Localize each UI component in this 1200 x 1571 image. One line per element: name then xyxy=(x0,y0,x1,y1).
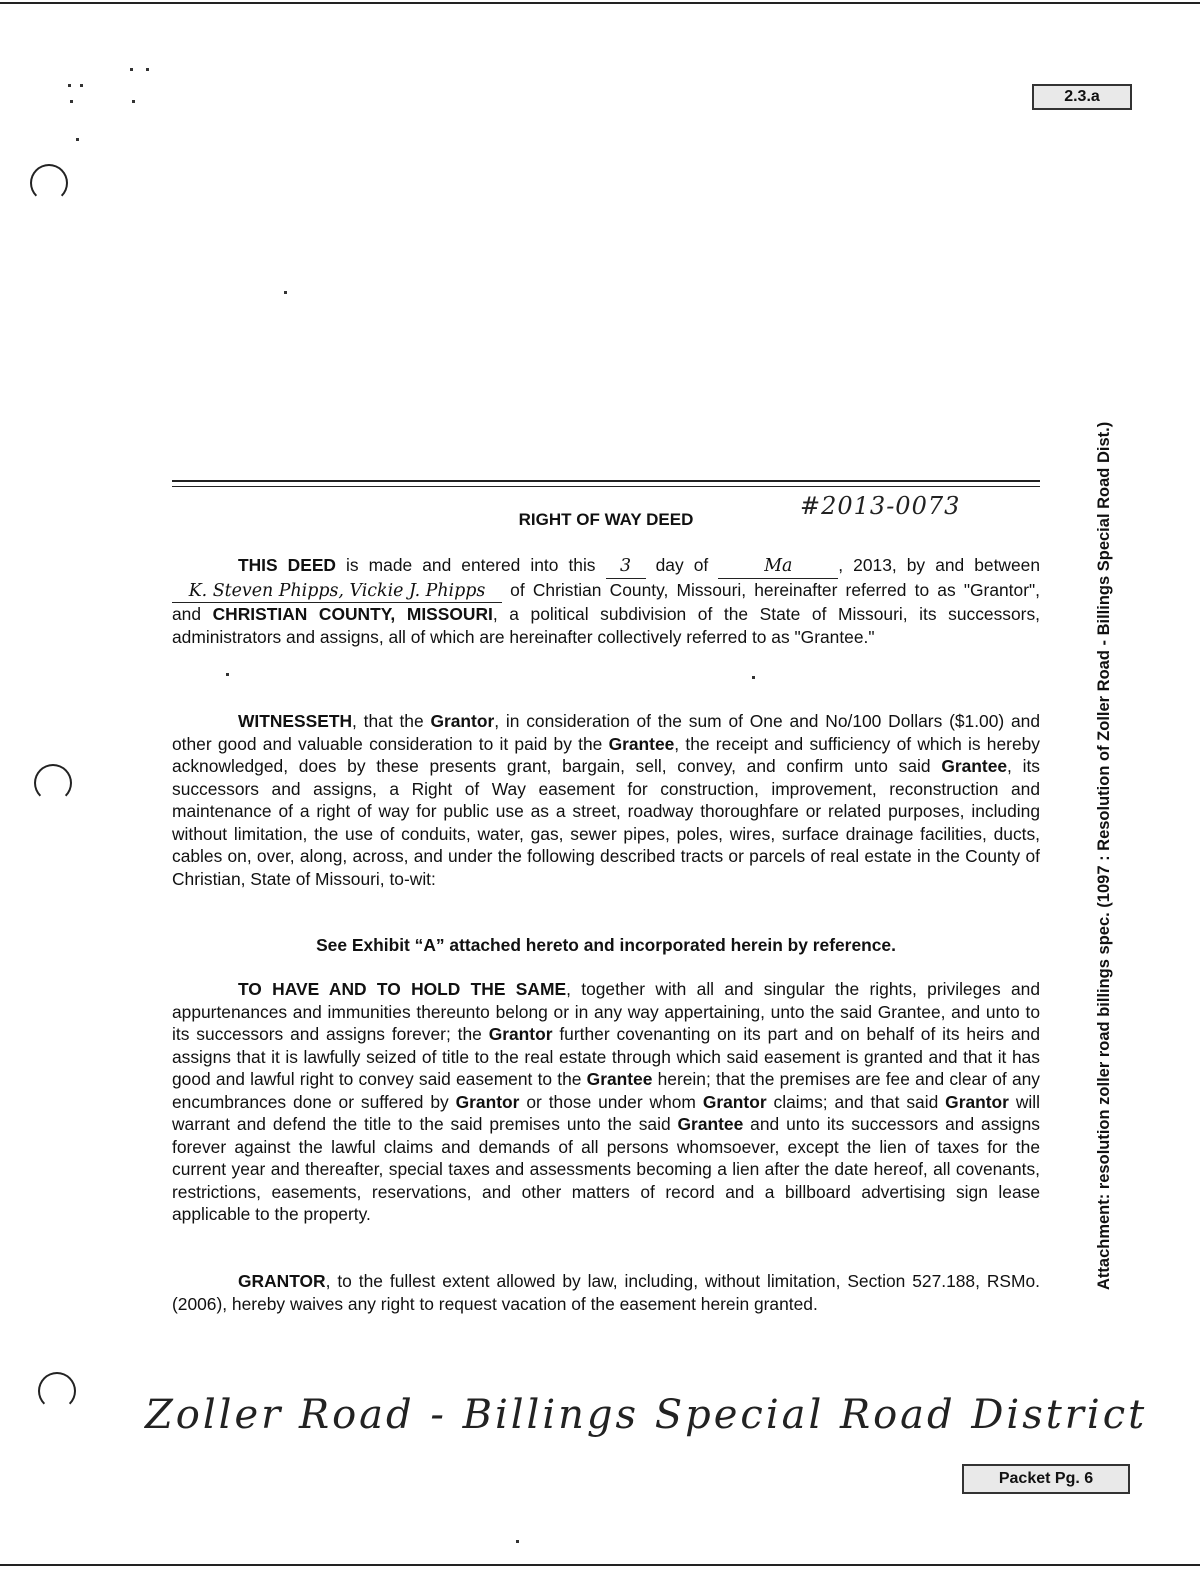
document-title: RIGHT OF WAY DEED xyxy=(518,510,694,529)
lead-this-deed: THIS DEED xyxy=(238,555,336,575)
scan-speck xyxy=(76,138,79,141)
deed-number: #2013-0073 xyxy=(800,492,961,520)
binder-hole xyxy=(38,1372,76,1410)
attachment-sidebar: Attachment: resolution zoller road billings spec. (1097 : Resolution of Zoller Road - Billings Special Road Dist.) xyxy=(1095,421,1113,1290)
scan-speck xyxy=(226,673,229,676)
scan-bottom-edge xyxy=(0,1564,1200,1566)
scan-speck xyxy=(68,84,71,87)
paragraph-intro: THIS DEED is made and entered into this 3 day of Ma , 2013, by and between K. Steven Phipps, Vickie J. Phipps of Christian County, Missouri, hereinafter referred to as "Grantor", and CHRISTIAN COUNTY, MISSOURI, a political subdivision of the State of Missouri, its successors, administrators and assigns, all of which are hereinafter collectively referred to as "Grantee." xyxy=(172,555,1041,647)
paragraph-habendum: TO HAVE AND TO HOLD THE SAME, together with all and singular the rights, privileges and appurtenances and immunities thereunto belong or in any way appertaining, unto the said Grantee, and unto to its successors and assigns forever; the Grantor further covenanting on its part and on behalf of its heirs and assigns that it is lawfully seized of title to the real estate through which said easement is granted and that it has good and lawful right to convey said easement to the Grantee herein; that the premises are fee and clear of any encumbrances done or suffered by Grantor or those under whom Grantor claims; and that said Grantor will warrant and defend the title to the said premises unto the said Grantee and unto its successors and assigns forever against the lawful claims and demands of all persons whomsoever, except the lien of taxes for the current year and thereafter, special taxes and assessments becoming a lien after the date hereof, all covenants, restrictions, easements, reservations, and other matters of record and a billboard advertising sign lease applicable to the property. xyxy=(172,979,1041,1224)
binder-hole xyxy=(30,164,68,202)
header-rule xyxy=(172,480,1040,482)
paragraph-witnesseth: WITNESSETH, that the Grantor, in consideration of the sum of One and No/100 Dollars ($1.00) and other good and valuable consideration to it paid by the Grantee, the receipt and sufficiency of which is hereby acknowledged, does by these presents grant, bargain, sell, convey, and confirm unto said Grantee, its successors and assigns, a Right of Way easement for construction, improvement, reconstruction and maintenance of a right of way for public use as a street, roadway thoroughfare or related purposes, including without limitation, the use of conduits, water, gas, sewer pipes, poles, wires, surface drainage facilities, ducts, cables on, over, along, across, and under the following described tracts or parcels of real estate in the County of Christian, State of Missouri, to-wit: xyxy=(172,711,1040,889)
scan-speck xyxy=(132,100,135,103)
item-badge: 2.3.a xyxy=(1032,84,1132,110)
grantee-name: CHRISTIAN COUNTY, MISSOURI xyxy=(212,604,493,624)
exhibit-reference: See Exhibit “A” attached hereto and incorporated herein by reference. xyxy=(316,935,896,955)
month-field: Ma xyxy=(718,555,838,579)
scan-speck xyxy=(146,68,149,71)
packet-page-badge: Packet Pg. 6 xyxy=(962,1464,1130,1494)
scan-speck xyxy=(80,84,83,87)
scan-speck xyxy=(516,1540,519,1543)
handwritten-note: Zoller Road - Billings Special Road District xyxy=(145,1392,1148,1438)
scan-speck xyxy=(70,100,73,103)
day-field: 3 xyxy=(606,555,646,579)
scan-top-edge xyxy=(0,2,1200,4)
grantor-names-field: K. Steven Phipps, Vickie J. Phipps xyxy=(172,580,502,604)
scan-speck xyxy=(752,676,755,679)
binder-hole xyxy=(34,764,72,802)
paragraph-waiver: GRANTOR, to the fullest extent allowed by law, including, without limitation, Section 527.188, RSMo. (2006), hereby waives any right to request vacation of the easement herein granted. xyxy=(172,1271,1040,1314)
header-rule-thin xyxy=(172,486,1040,487)
scan-speck xyxy=(130,68,133,71)
scan-speck xyxy=(284,291,287,294)
